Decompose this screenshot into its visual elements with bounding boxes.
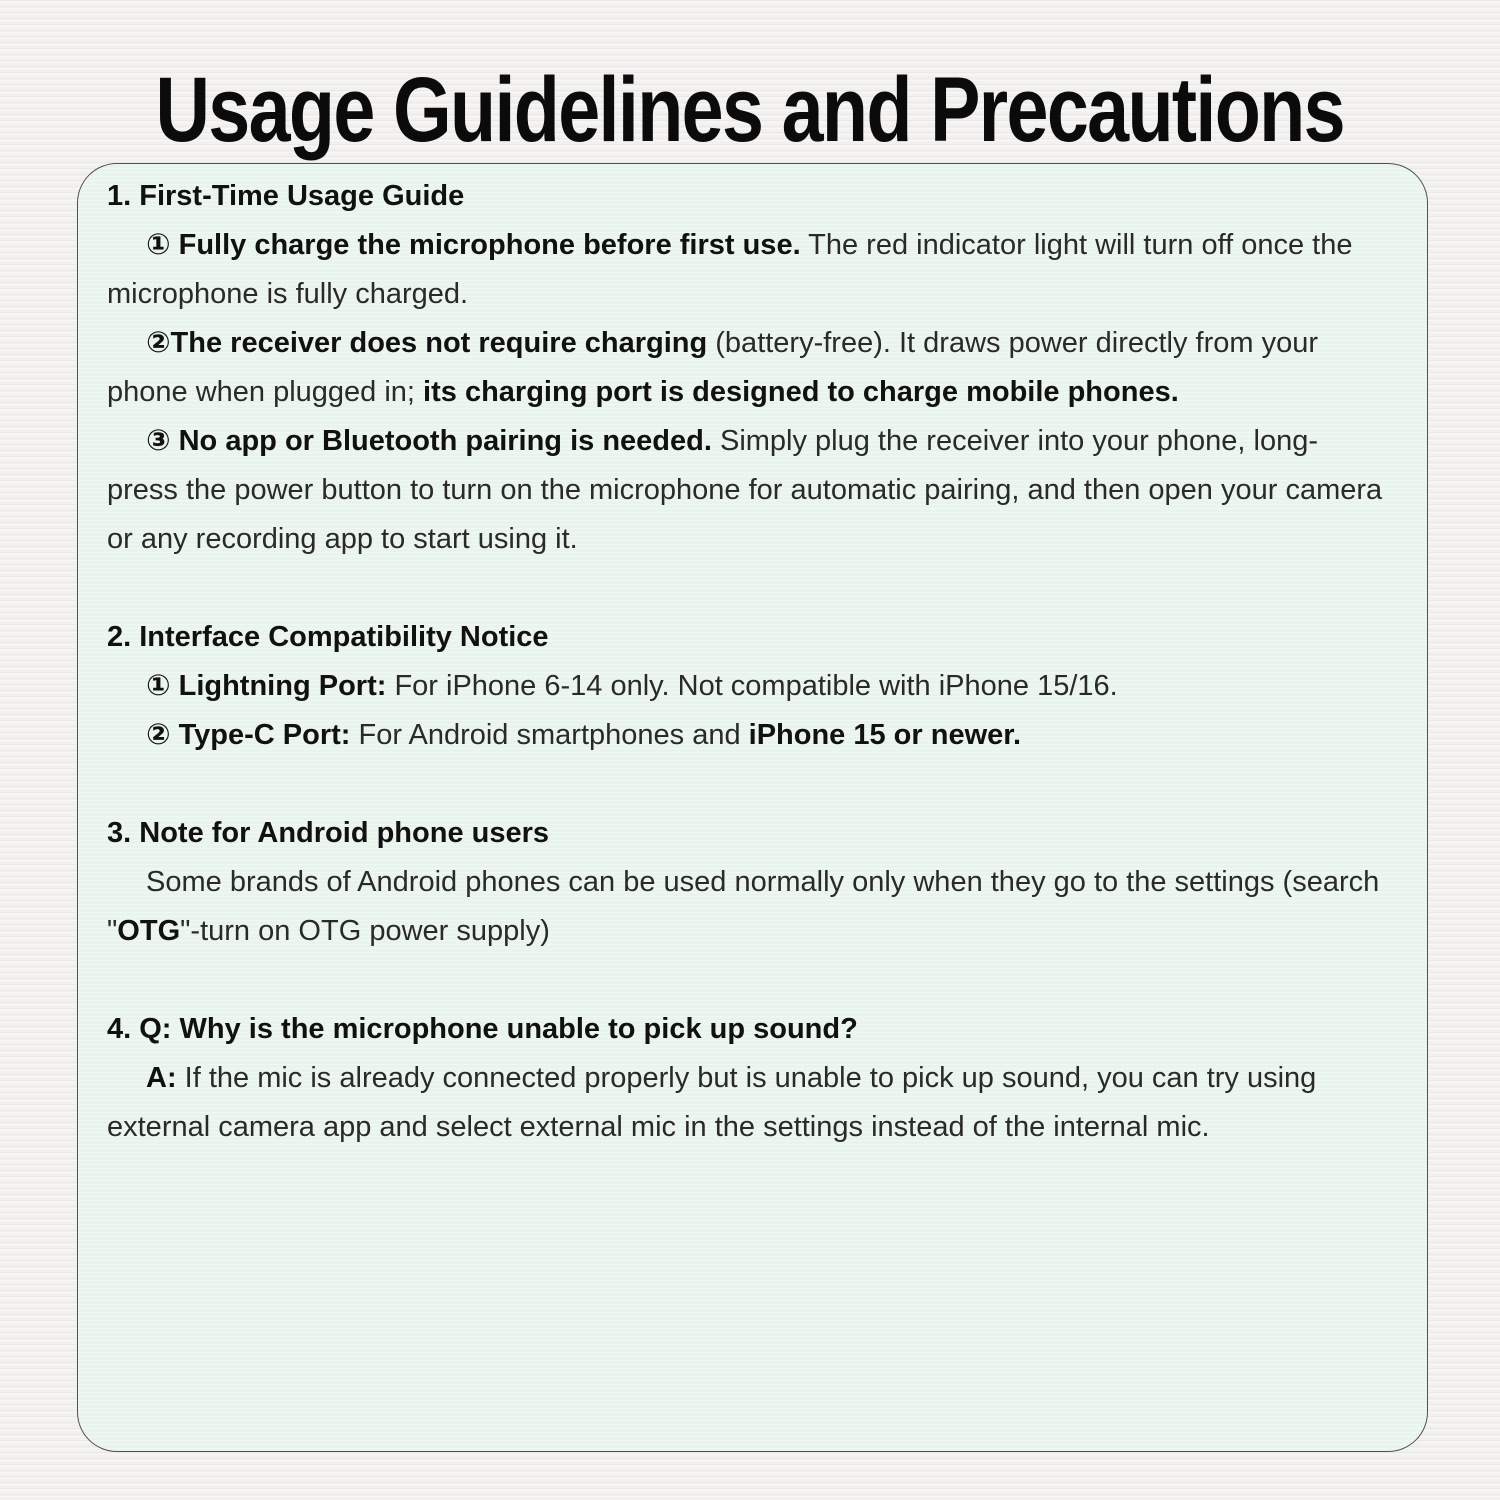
paragraph [107, 221, 1385, 319]
section-number: 4. [107, 1013, 140, 1045]
section-title: Note for Android phone users [139, 817, 550, 849]
text-run: Some brands of Android phones can be used normally only when they go to the settings (search " [107, 866, 1380, 947]
section-number: 2. [107, 621, 140, 653]
paragraph [107, 858, 1385, 956]
text-run: The red indicator light will turn off once the microphone is fully charged. [107, 229, 1353, 310]
text-run: A: [146, 1062, 177, 1094]
section-faq-no-sound [107, 1005, 1385, 1152]
paragraph [107, 1054, 1385, 1152]
page-title [0, 0, 1500, 161]
paragraph [107, 662, 1385, 711]
paragraph [107, 417, 1385, 564]
text-run: (battery-free). It draws power directly from your phone when plugged in; [107, 327, 1319, 408]
section-number: 1. [107, 180, 140, 212]
text-run: ① Lightning Port: [146, 670, 387, 702]
text-run: ②The receiver does not require charging [146, 327, 708, 359]
section-android-note [107, 809, 1385, 956]
text-run: ② Type-C Port: [146, 719, 351, 751]
section-first-time-usage [107, 172, 1385, 564]
section-number: 3. [107, 817, 140, 849]
text-run: For iPhone 6-14 only. Not compatible with iPhone 15/16. [386, 670, 1118, 702]
section-title: Q: Why is the microphone unable to pick up sound? [139, 1013, 858, 1045]
guidelines-panel [77, 163, 1428, 1452]
text-run: iPhone 15 or newer. [748, 719, 1022, 751]
text-run: its charging port is designed to charge mobile phones. [423, 376, 1179, 408]
page-title-text: Usage Guidelines and Precautions [155, 59, 1345, 161]
section-heading [107, 613, 1385, 662]
text-run: ① Fully charge the microphone before first use. [146, 229, 801, 261]
text-run: For Android smartphones and [350, 719, 749, 751]
section-heading [107, 809, 1385, 858]
text-run: Simply plug the receiver into your phone, long-press the power button to turn on the microphone for automatic pairing, and then open your camera or any recording app to start using it. [107, 425, 1383, 555]
text-run: ③ No app or Bluetooth pairing is needed. [146, 425, 712, 457]
text-run: "-turn on OTG power supply) [180, 915, 550, 947]
section-title: Interface Compatibility Notice [139, 621, 549, 653]
section-title: First-Time Usage Guide [139, 180, 465, 212]
text-run: If the mic is already connected properly but is unable to pick up sound, you can try using external camera app and select external mic in the settings instead of the internal mic. [107, 1062, 1317, 1143]
paragraph [107, 711, 1385, 760]
paragraph [107, 319, 1385, 417]
section-heading [107, 1005, 1385, 1054]
text-run: OTG [117, 915, 181, 947]
section-interface-compatibility [107, 613, 1385, 760]
section-heading [107, 172, 1385, 221]
